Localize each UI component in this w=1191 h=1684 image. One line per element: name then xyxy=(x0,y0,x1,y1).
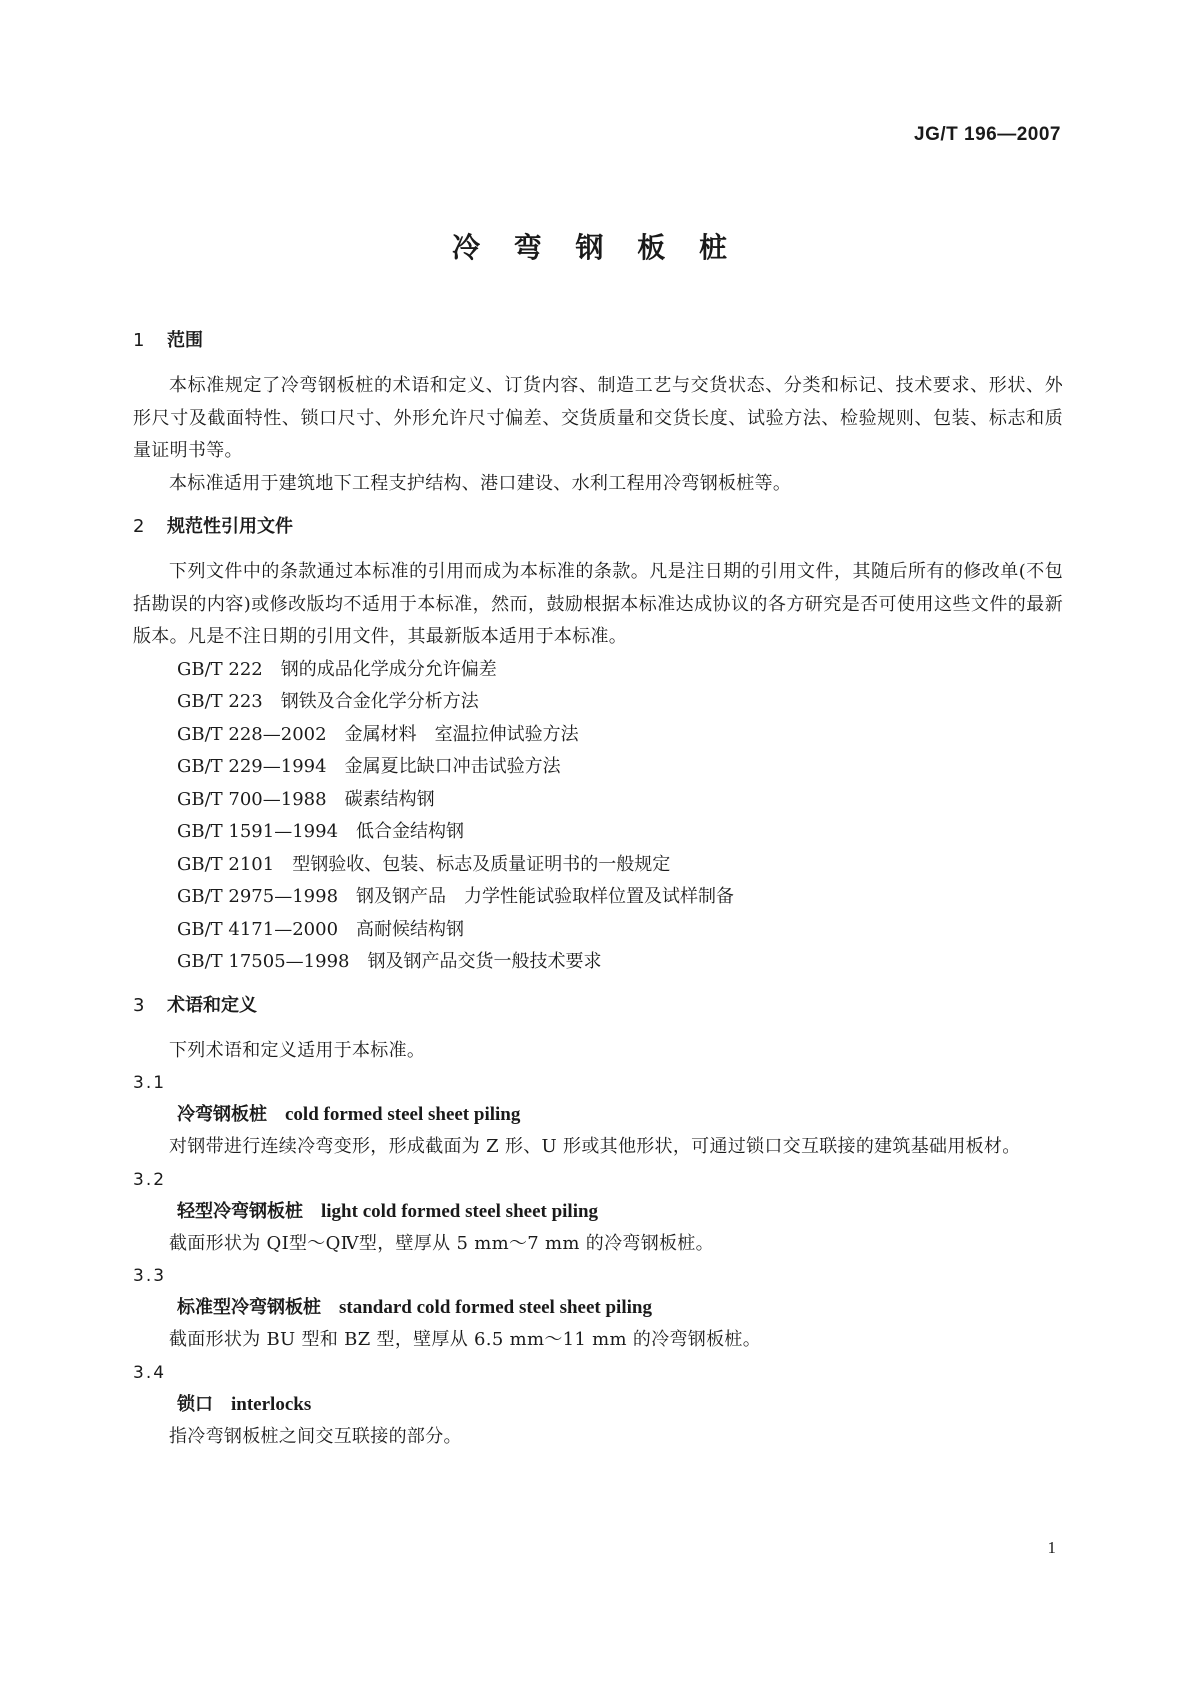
reference-title: 低合金结构钢 xyxy=(356,821,465,842)
reference-item xyxy=(133,816,1063,849)
reference-code: GB/T 700—1988 xyxy=(177,788,327,810)
reference-item xyxy=(133,719,1063,752)
reference-title: 高耐候结构钢 xyxy=(356,918,465,940)
standard-code: JG/T 196—2007 xyxy=(914,124,1061,145)
term-number: 3.1 xyxy=(133,1073,167,1093)
reference-item xyxy=(133,881,1063,914)
term-heading xyxy=(133,1389,1063,1421)
reference-item xyxy=(133,654,1063,687)
term-heading xyxy=(133,1196,1063,1228)
paragraph: 本标准规定了冷弯钢板桩的术语和定义、订货内容、制造工艺与交货状态、分类和标记、技术要求、形状、外形尺寸及截面特性、锁口尺寸、外形允许尺寸偏差、交货质量和交货长度、试验方法、检验规则、包装、标志和质量证明书等。 xyxy=(133,375,1063,461)
reference-title: 钢及钢产品交货一般技术要求 xyxy=(367,951,602,972)
paragraph: 本标准适用于建筑地下工程支护结构、港口建设、水利工程用冷弯钢板桩等。 xyxy=(169,472,792,494)
reference-item xyxy=(133,914,1063,947)
document-body xyxy=(133,328,1063,1453)
document-title: 冷 弯 钢 板 桩 xyxy=(452,231,739,264)
paragraph: 下列文件中的条款通过本标准的引用而成为本标准的条款。凡是注日期的引用文件，其随后所有的修改单(不包括勘误的内容)或修改版均不适用于本标准，然而，鼓励根据本标准达成协议的各方研究是否可使用这些文件的最新版本。凡是不注日期的引用文件，其最新版本适用于本标准。 xyxy=(133,561,1063,647)
section-number: 3 xyxy=(133,994,145,1016)
reference-title: 钢铁及合金化学分析方法 xyxy=(280,691,479,712)
reference-code: GB/T 2101 xyxy=(177,853,275,875)
paragraph: 下列术语和定义适用于本标准。 xyxy=(169,1039,426,1061)
term-heading xyxy=(133,1099,1063,1131)
term-en: cold formed steel sheet piling xyxy=(285,1104,521,1125)
reference-title: 金属夏比缺口冲击试验方法 xyxy=(344,756,561,777)
reference-title: 型钢验收、包装、标志及质量证明书的一般规定 xyxy=(292,853,671,875)
section-2-heading xyxy=(133,514,1063,540)
reference-code: GB/T 17505—1998 xyxy=(177,951,350,972)
term-zh: 轻型冷弯钢板桩 xyxy=(177,1200,303,1222)
term-number: 3.3 xyxy=(133,1266,167,1286)
reference-item xyxy=(133,751,1063,784)
term-heading xyxy=(133,1292,1063,1324)
reference-item xyxy=(133,849,1063,882)
reference-code: GB/T 4171—2000 xyxy=(177,918,339,940)
term-definition: 对钢带进行连续冷弯变形，形成截面为 Z 形、U 形或其他形状，可通过锁口交互联接的建筑基础用板材。 xyxy=(169,1136,1021,1157)
section-title: 规范性引用文件 xyxy=(167,516,293,537)
term-zh: 锁口 xyxy=(177,1393,213,1415)
term-zh: 冷弯钢板桩 xyxy=(177,1104,267,1125)
term-definition: 截面形状为 QⅠ型～QⅣ型，壁厚从 5 mm～7 mm 的冷弯钢板桩。 xyxy=(169,1232,714,1254)
reference-title: 钢及钢产品 力学性能试验取样位置及试样制备 xyxy=(356,886,735,907)
section-number: 2 xyxy=(133,516,145,537)
reference-code: GB/T 222 xyxy=(177,658,263,680)
reference-item xyxy=(133,686,1063,719)
page-number: 1 xyxy=(1047,1538,1056,1557)
term-en: light cold formed steel sheet piling xyxy=(321,1200,599,1222)
term-en: standard cold formed steel sheet piling xyxy=(339,1297,652,1318)
section-1-heading xyxy=(133,328,1063,354)
reference-code: GB/T 228—2002 xyxy=(177,723,327,745)
reference-item xyxy=(133,946,1063,979)
reference-code: GB/T 1591—1994 xyxy=(177,821,339,842)
term-number: 3.4 xyxy=(133,1362,167,1383)
term-zh: 标准型冷弯钢板桩 xyxy=(177,1297,321,1318)
reference-code: GB/T 229—1994 xyxy=(177,756,327,777)
section-3-heading xyxy=(133,993,1063,1019)
term-definition: 截面形状为 BU 型和 BZ 型，壁厚从 6.5 mm～11 mm 的冷弯钢板桩。 xyxy=(169,1329,762,1350)
reference-code: GB/T 2975—1998 xyxy=(177,886,339,907)
term-definition: 指冷弯钢板桩之间交互联接的部分。 xyxy=(169,1425,462,1447)
reference-title: 金属材料 室温拉伸试验方法 xyxy=(344,723,579,745)
term-en: interlocks xyxy=(231,1393,312,1415)
section-number: 1 xyxy=(133,330,145,351)
section-title: 范围 xyxy=(167,330,203,351)
reference-code: GB/T 223 xyxy=(177,691,263,712)
section-title: 术语和定义 xyxy=(167,994,257,1016)
term-number: 3.2 xyxy=(133,1169,167,1190)
reference-title: 碳素结构钢 xyxy=(344,788,435,810)
reference-title: 钢的成品化学成分允许偏差 xyxy=(280,658,497,680)
reference-item xyxy=(133,784,1063,817)
